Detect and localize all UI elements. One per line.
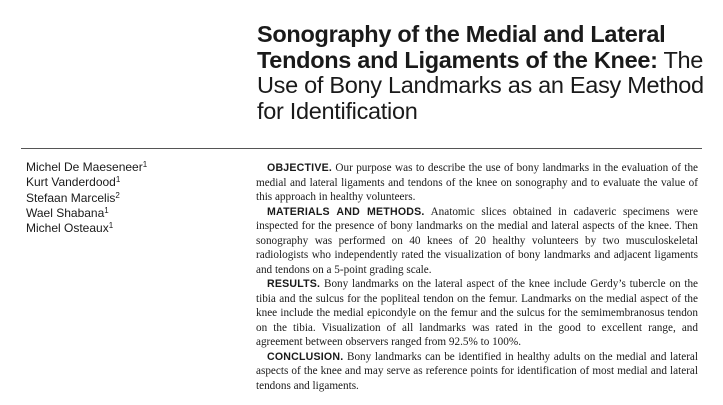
author-affiliation: 1 (108, 221, 114, 231)
objective-heading: OBJECTIVE. (267, 162, 332, 174)
conclusion-text: Bony landmarks can be identified in healthy adults on the medial and lateral aspects of the knee and may serve as reference points for identification of most medial and lateral tendons and ligaments. (256, 350, 698, 392)
author-name: Kurt Vanderdood (26, 175, 116, 190)
author-affiliation: 1 (142, 160, 148, 169)
abstract-conclusion (256, 350, 698, 394)
objective-text: Our purpose was to describe the use of bony landmarks in the evaluation of the medial and lateral ligaments and tendons of the knee on sonography and to evaluate the value of this approach in healthy volunteers. (256, 162, 698, 203)
author-item (26, 221, 236, 236)
abstract (256, 161, 698, 393)
author-name: Wael Shabana (26, 205, 105, 220)
author-list (26, 160, 236, 236)
title-subtitle: The Use of Bony Landmarks as an Easy Method for Identification (257, 46, 704, 124)
title-main: Sonography of the Medial and Lateral Tendons and Ligaments of the Knee: (257, 21, 666, 73)
article-title (257, 22, 717, 124)
header-divider (21, 148, 702, 149)
methods-heading: MATERIALS AND METHODS. (267, 205, 425, 218)
author-name: Michel De Maeseneer (26, 160, 143, 174)
methods-text: Anatomic slices obtained in cadaveric specimens were inspected for the presence of bony landmarks on the medial and lateral aspects of the knee. Then sonography was performed on 40 knees of 20 healthy volunteers by two musculoskeletal radiologists who independently rated the visualization of bony landmarks and adjacent ligaments and tendons on a 5-point grading scale. (256, 205, 698, 276)
abstract-results (256, 277, 698, 350)
author-item (26, 191, 236, 206)
results-text: Bony landmarks on the lateral aspect of the knee include Gerdy’s tubercle on the tibia and the sulcus for the popliteal tendon on the femur. Landmarks on the medial aspect of the knee include the medial epicondyle on the femur and the sulcus for the semimembranosus tendon on the tibia. Visualization of all landmarks was rated in the good to excellent range, and agreement between observers ranged from 92.5% to 100%. (256, 278, 699, 348)
abstract-methods (256, 205, 698, 278)
author-name: Stefaan Marcelis (26, 190, 116, 205)
conclusion-heading: CONCLUSION. (267, 350, 344, 363)
author-affiliation: 1 (104, 205, 109, 215)
results-heading: RESULTS. (267, 278, 321, 290)
author-name: Michel Osteaux (26, 221, 109, 236)
author-affiliation: 2 (115, 190, 120, 200)
author-item (26, 160, 236, 175)
author-item (26, 175, 236, 190)
author-affiliation: 1 (115, 175, 121, 185)
author-item (26, 206, 236, 221)
abstract-objective (256, 161, 698, 205)
